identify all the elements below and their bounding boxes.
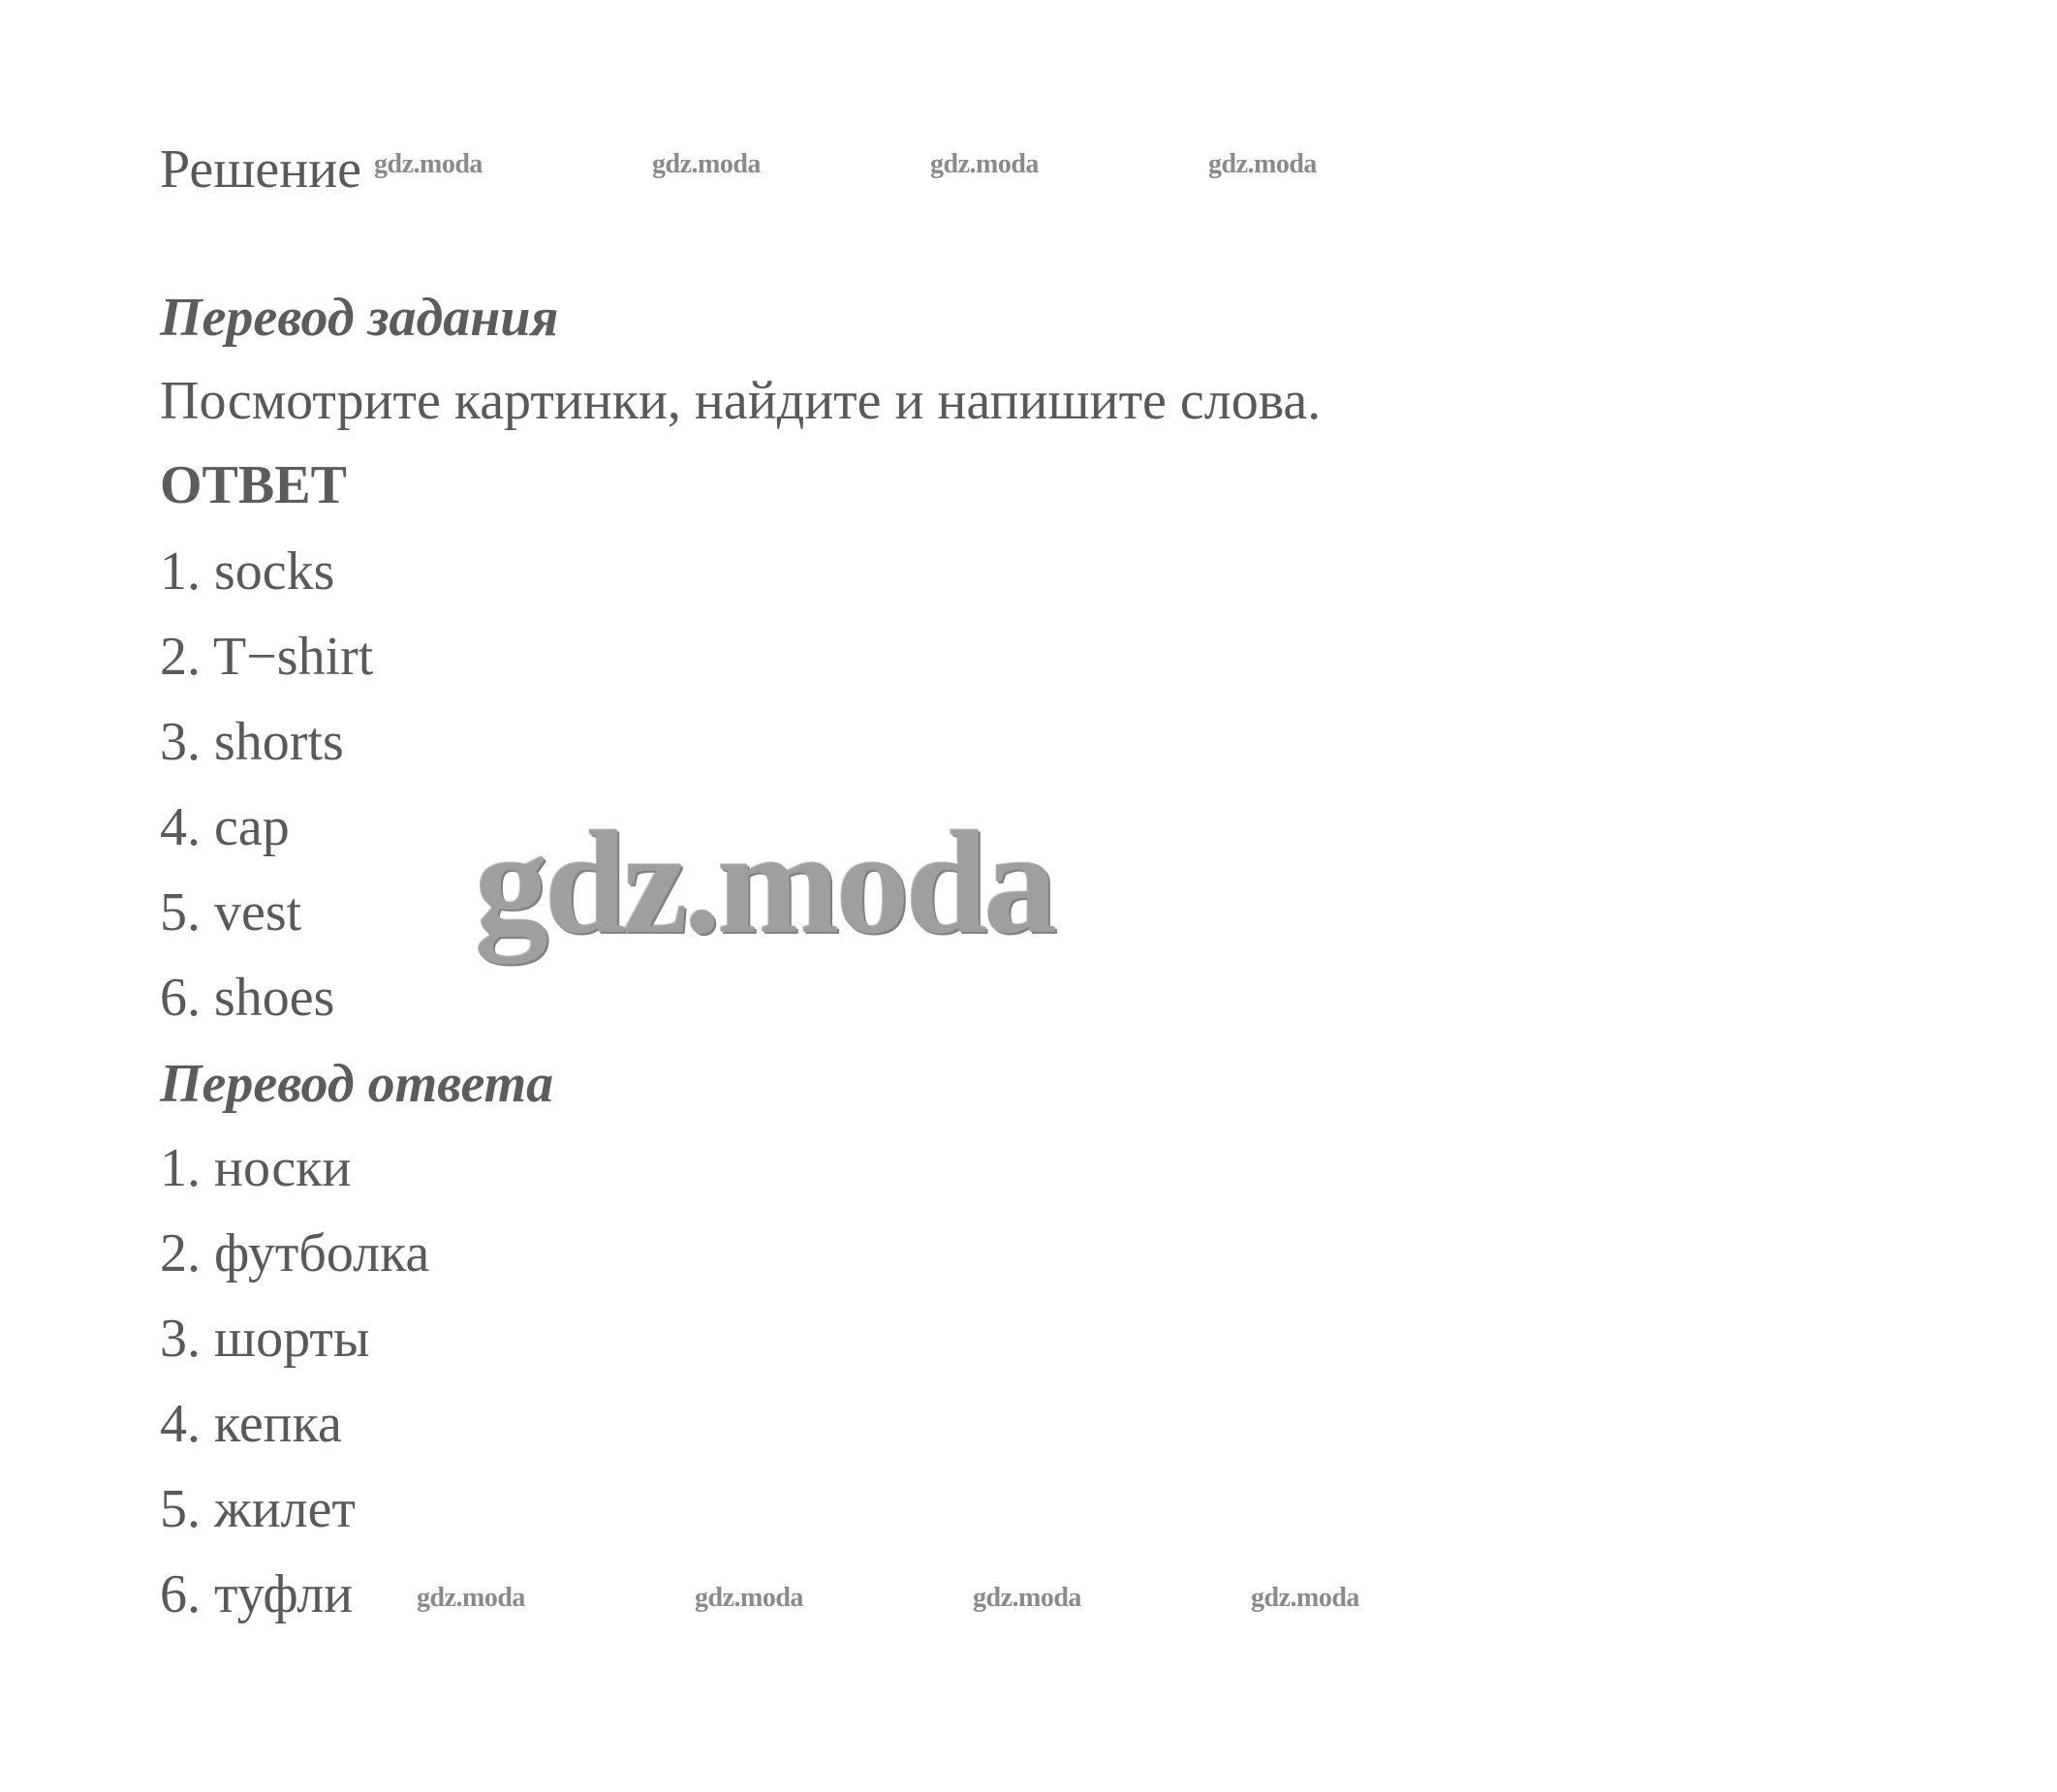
task-text: Посмотрите картинки, найдите и напишите слова. [160, 371, 1322, 431]
answer-item: 2. T−shirt [160, 627, 374, 687]
watermark-large: gdz.moda [475, 801, 1054, 964]
watermark: gdz.moda [652, 149, 761, 179]
answer-item: 5. vest [160, 882, 302, 942]
answer-item: 1. socks [160, 541, 335, 602]
answer-item: 4. cap [160, 797, 290, 857]
answer-item: 6. shoes [160, 968, 335, 1028]
translation-heading: Перевод ответа [160, 1054, 554, 1114]
translation-item: 4. кепка [160, 1394, 342, 1454]
watermark: gdz.moda [973, 1583, 1081, 1613]
translation-item: 6. туфли [160, 1564, 354, 1624]
task-heading: Перевод задания [160, 288, 559, 348]
translation-item: 1. носки [160, 1138, 352, 1198]
translation-item: 3. шорты [160, 1309, 370, 1369]
translation-item: 5. жилет [160, 1479, 356, 1539]
answer-heading: ОТВЕТ [160, 455, 347, 515]
watermark: gdz.moda [1208, 149, 1317, 179]
page-title: Решение [160, 139, 362, 200]
watermark: gdz.moda [374, 149, 483, 179]
answer-item: 3. shorts [160, 712, 344, 772]
watermark: gdz.moda [1251, 1583, 1359, 1613]
translation-item: 2. футболка [160, 1223, 430, 1283]
watermark: gdz.moda [417, 1583, 525, 1613]
watermark: gdz.moda [695, 1583, 803, 1613]
watermark: gdz.moda [930, 149, 1039, 179]
